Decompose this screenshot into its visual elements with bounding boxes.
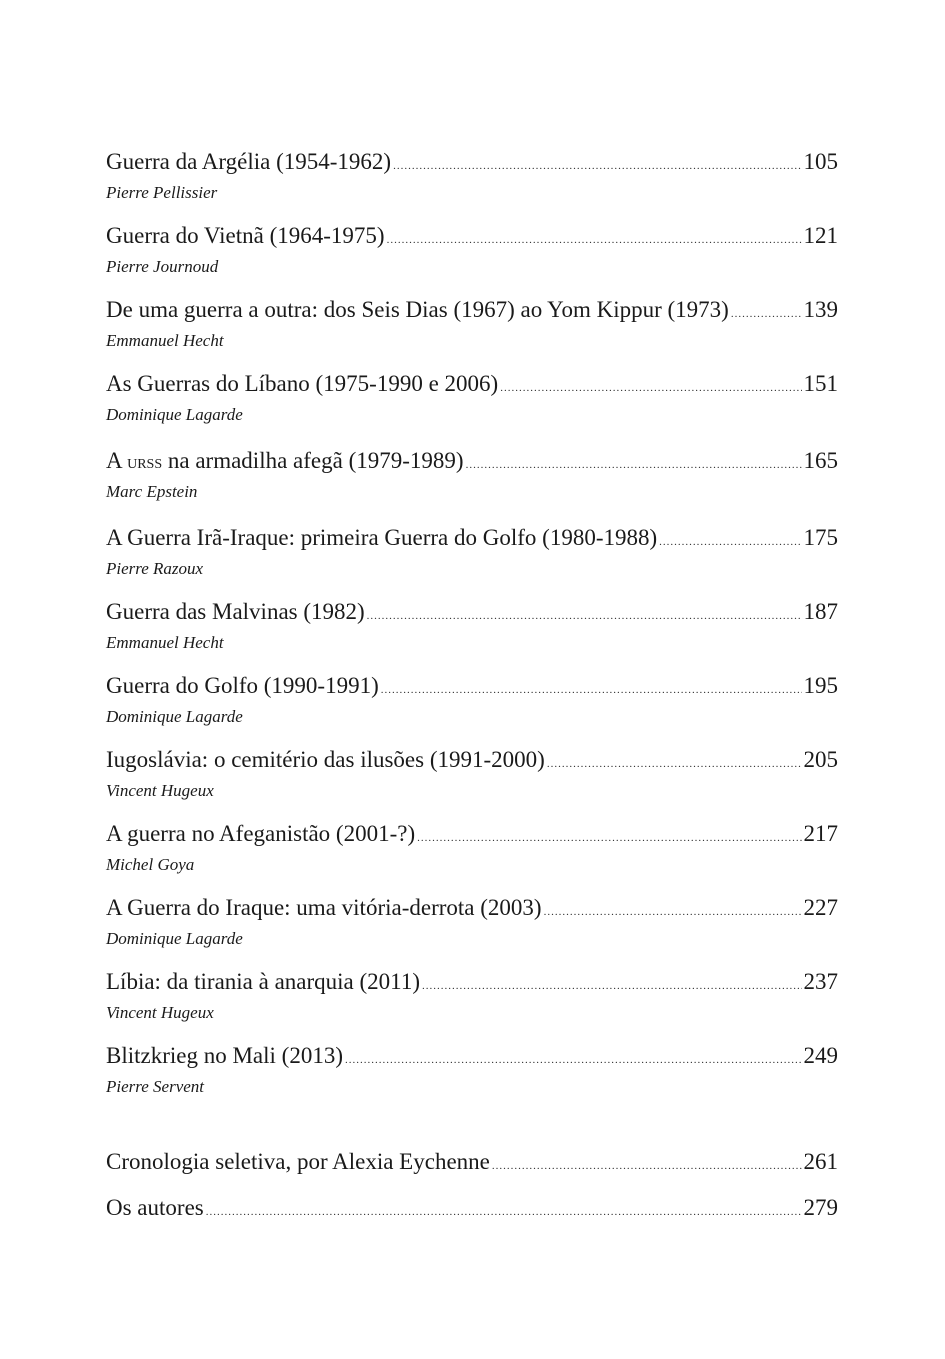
chapter-author: Michel Goya — [106, 855, 195, 874]
chapter-author: Emmanuel Hecht — [106, 633, 224, 652]
page-number: 121 — [803, 223, 838, 248]
toc-entry-line — [106, 1147, 838, 1177]
page-number: 105 — [803, 149, 838, 174]
chapter-title: Blitzkrieg no Mali (2013) — [106, 1043, 343, 1068]
toc-entry — [106, 745, 838, 819]
dot-leader — [731, 299, 802, 329]
toc-extra-entry — [106, 1193, 838, 1223]
table-of-contents — [106, 147, 838, 1115]
chapter-author: Pierre Journoud — [106, 257, 219, 276]
toc-entry — [106, 523, 838, 597]
toc-entry — [106, 369, 838, 446]
toc-entry-line — [106, 1041, 838, 1075]
toc-entry — [106, 671, 838, 745]
chapter-title: As Guerras do Líbano (1975-1990 e 2006) — [106, 371, 499, 396]
toc-entry — [106, 597, 838, 671]
toc-entry-line — [106, 597, 838, 631]
page-number: 165 — [803, 448, 838, 473]
chapter-title: Guerra da Argélia (1954-1962) — [106, 149, 392, 174]
chapter-author: Vincent Hugeux — [106, 1003, 214, 1022]
page-number: 187 — [803, 599, 838, 624]
chapter-author: Pierre Razoux — [106, 559, 204, 578]
dot-leader — [206, 1197, 802, 1227]
page-number: 175 — [803, 525, 838, 550]
toc-entry — [106, 893, 838, 967]
page-number: 237 — [803, 969, 838, 994]
chapter-title: Guerra das Malvinas (1982) — [106, 599, 365, 624]
toc-entry-line — [106, 369, 838, 403]
chapter-title: Iugoslávia: o cemitério das ilusões (1991-2000) — [106, 747, 545, 772]
chapter-title — [106, 446, 464, 477]
toc-entry — [106, 221, 838, 295]
page-number: 139 — [803, 297, 838, 322]
toc-extra-entry — [106, 1147, 838, 1177]
chapter-title: Guerra do Golfo (1990-1991) — [106, 673, 379, 698]
toc-entry-line — [106, 967, 838, 1001]
page-number: 195 — [803, 673, 838, 698]
chapter-title: De uma guerra a outra: dos Seis Dias (1967) ao Yom Kippur (1973) — [106, 297, 729, 322]
toc-entry-line — [106, 745, 838, 779]
toc-entry — [106, 147, 838, 221]
dot-leader — [381, 675, 802, 705]
chapter-author: Vincent Hugeux — [106, 781, 214, 800]
toc-entry — [106, 967, 838, 1041]
toc-entry-line — [106, 221, 838, 255]
page-number: 261 — [803, 1149, 838, 1174]
dot-leader — [500, 373, 801, 403]
chapter-title: Guerra do Vietnã (1964-1975) — [106, 223, 385, 248]
chapter-author: Dominique Lagarde — [106, 707, 243, 726]
dot-leader — [387, 225, 802, 255]
dot-leader — [492, 1151, 802, 1181]
chapter-title: A guerra no Afeganistão (2001-?) — [106, 821, 416, 846]
toc-entry — [106, 295, 838, 369]
dot-leader — [422, 971, 802, 1001]
dot-leader — [659, 527, 801, 557]
toc-entry — [106, 819, 838, 893]
page-number: 151 — [803, 371, 838, 396]
dot-leader — [367, 601, 802, 631]
dot-leader — [547, 749, 802, 779]
section-title: Os autores — [106, 1195, 204, 1220]
chapter-author: Marc Epstein — [106, 482, 198, 501]
dot-leader — [345, 1045, 802, 1075]
page-number: 227 — [803, 895, 838, 920]
toc-entry-line — [106, 147, 838, 181]
toc-entry — [106, 446, 838, 523]
chapter-title: A Guerra do Iraque: uma vitória-derrota (2003) — [106, 895, 542, 920]
chapter-title-prefix: A — [106, 448, 128, 473]
page-number: 279 — [803, 1195, 838, 1220]
chapter-author: Pierre Servent — [106, 1077, 205, 1096]
toc-entry-line — [106, 295, 838, 329]
chapter-title-suffix: na armadilha afegã (1979-1989) — [162, 448, 464, 473]
toc-entry-line — [106, 1193, 838, 1223]
page-number: 249 — [803, 1043, 838, 1068]
dot-leader — [466, 450, 802, 480]
toc-entry-line — [106, 523, 838, 557]
chapter-author: Pierre Pellissier — [106, 183, 218, 202]
chapter-author: Dominique Lagarde — [106, 405, 243, 424]
toc-entry — [106, 1041, 838, 1115]
toc-entry-line — [106, 671, 838, 705]
dot-leader — [417, 823, 801, 853]
toc-entry-line — [106, 819, 838, 853]
dot-leader — [393, 151, 801, 181]
chapter-title-smallcaps: urss — [127, 451, 163, 473]
toc-entry-line — [106, 893, 838, 927]
chapter-author: Dominique Lagarde — [106, 929, 243, 948]
page-number: 217 — [803, 821, 838, 846]
section-title: Cronologia seletiva, por Alexia Eychenne — [106, 1149, 490, 1174]
chapter-title: A Guerra Irã-Iraque: primeira Guerra do Golfo (1980-1988) — [106, 525, 658, 550]
toc-entry-line — [106, 446, 838, 480]
chapter-author: Emmanuel Hecht — [106, 331, 224, 350]
dot-leader — [544, 897, 802, 927]
chapter-title: Líbia: da tirania à anarquia (2011) — [106, 969, 420, 994]
page-number: 205 — [803, 747, 838, 772]
